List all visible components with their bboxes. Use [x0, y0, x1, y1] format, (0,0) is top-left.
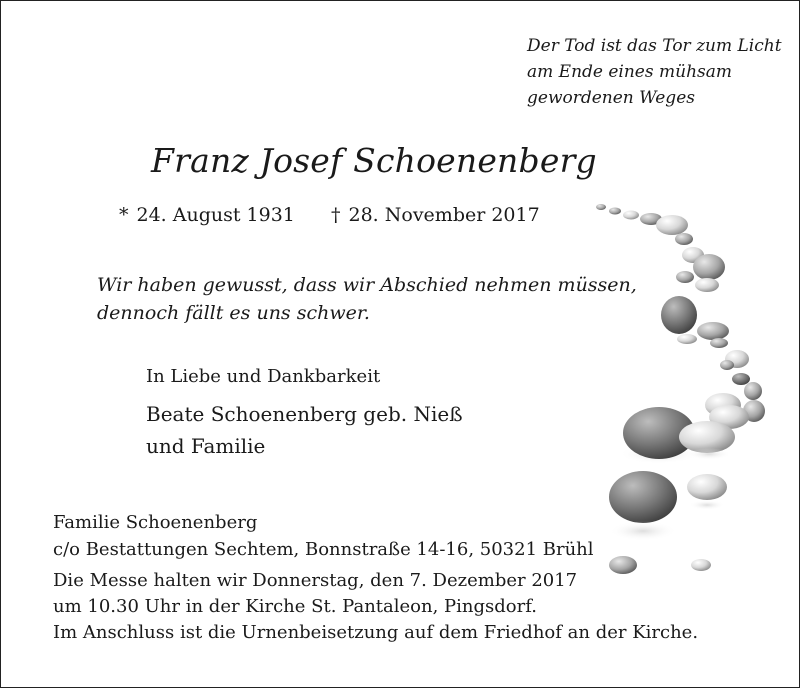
motto-verse	[527, 33, 787, 111]
mourners-intro: In Liebe und Dankbarkeit	[146, 366, 381, 387]
pebble	[687, 474, 727, 500]
death-date-line	[331, 201, 540, 229]
pebble-shadow	[609, 521, 677, 541]
birth-star-icon: *	[119, 204, 129, 226]
death-cross-icon: †	[331, 204, 341, 226]
farewell-verse	[97, 271, 637, 327]
contact-address	[53, 509, 594, 563]
verse-line: dennoch fällt es uns schwer.	[97, 302, 370, 324]
pebble	[623, 211, 639, 220]
address-line: Familie Schoenenberg	[53, 512, 258, 533]
pebble	[661, 296, 697, 334]
service-line: Im Anschluss ist die Urnenbeisetzung auf dem Friedhof an der Kirche.	[53, 622, 699, 643]
birth-date: 24. August 1931	[136, 204, 295, 226]
birth-date-line	[119, 201, 295, 229]
mourner-line: und Familie	[146, 434, 266, 458]
deceased-name: Franz Josef Schoenenberg	[151, 141, 597, 180]
address-line: c/o Bestattungen Sechtem, Bonnstraße 14-16, 50321 Brühl	[53, 539, 594, 560]
motto-line: Der Tod ist das Tor zum Licht	[527, 36, 782, 56]
verse-line: Wir haben gewusst, dass wir Abschied nehmen müssen,	[97, 274, 637, 296]
pebble	[693, 254, 725, 280]
pebble	[676, 271, 694, 283]
mourner-line: Beate Schoenenberg geb. Nieß	[146, 402, 463, 426]
pebble	[609, 556, 637, 574]
pebble	[596, 204, 606, 210]
pebble	[710, 338, 728, 348]
motto-line: am Ende eines mühsam	[527, 62, 732, 82]
death-date: 28. November 2017	[348, 204, 540, 226]
pebble	[695, 278, 719, 292]
service-line: um 10.30 Uhr in der Kirche St. Pantaleon, Pingsdorf.	[53, 596, 537, 617]
motto-line: gewordenen Weges	[527, 88, 695, 108]
pebble	[691, 559, 711, 571]
pebble-shadow	[689, 500, 725, 510]
pebble	[675, 233, 693, 245]
pebble-path-image	[589, 179, 789, 679]
pebble	[732, 373, 750, 385]
service-line: Die Messe halten wir Donnerstag, den 7. Dezember 2017	[53, 570, 578, 591]
pebble	[677, 334, 697, 344]
pebble	[744, 382, 762, 400]
mourners-list	[146, 398, 463, 462]
pebble-shadow	[687, 448, 731, 460]
pebble	[656, 215, 688, 235]
pebble	[720, 360, 734, 370]
pebble-group	[596, 204, 765, 574]
pebble	[609, 208, 621, 215]
pebble	[609, 471, 677, 523]
pebble	[697, 322, 729, 340]
